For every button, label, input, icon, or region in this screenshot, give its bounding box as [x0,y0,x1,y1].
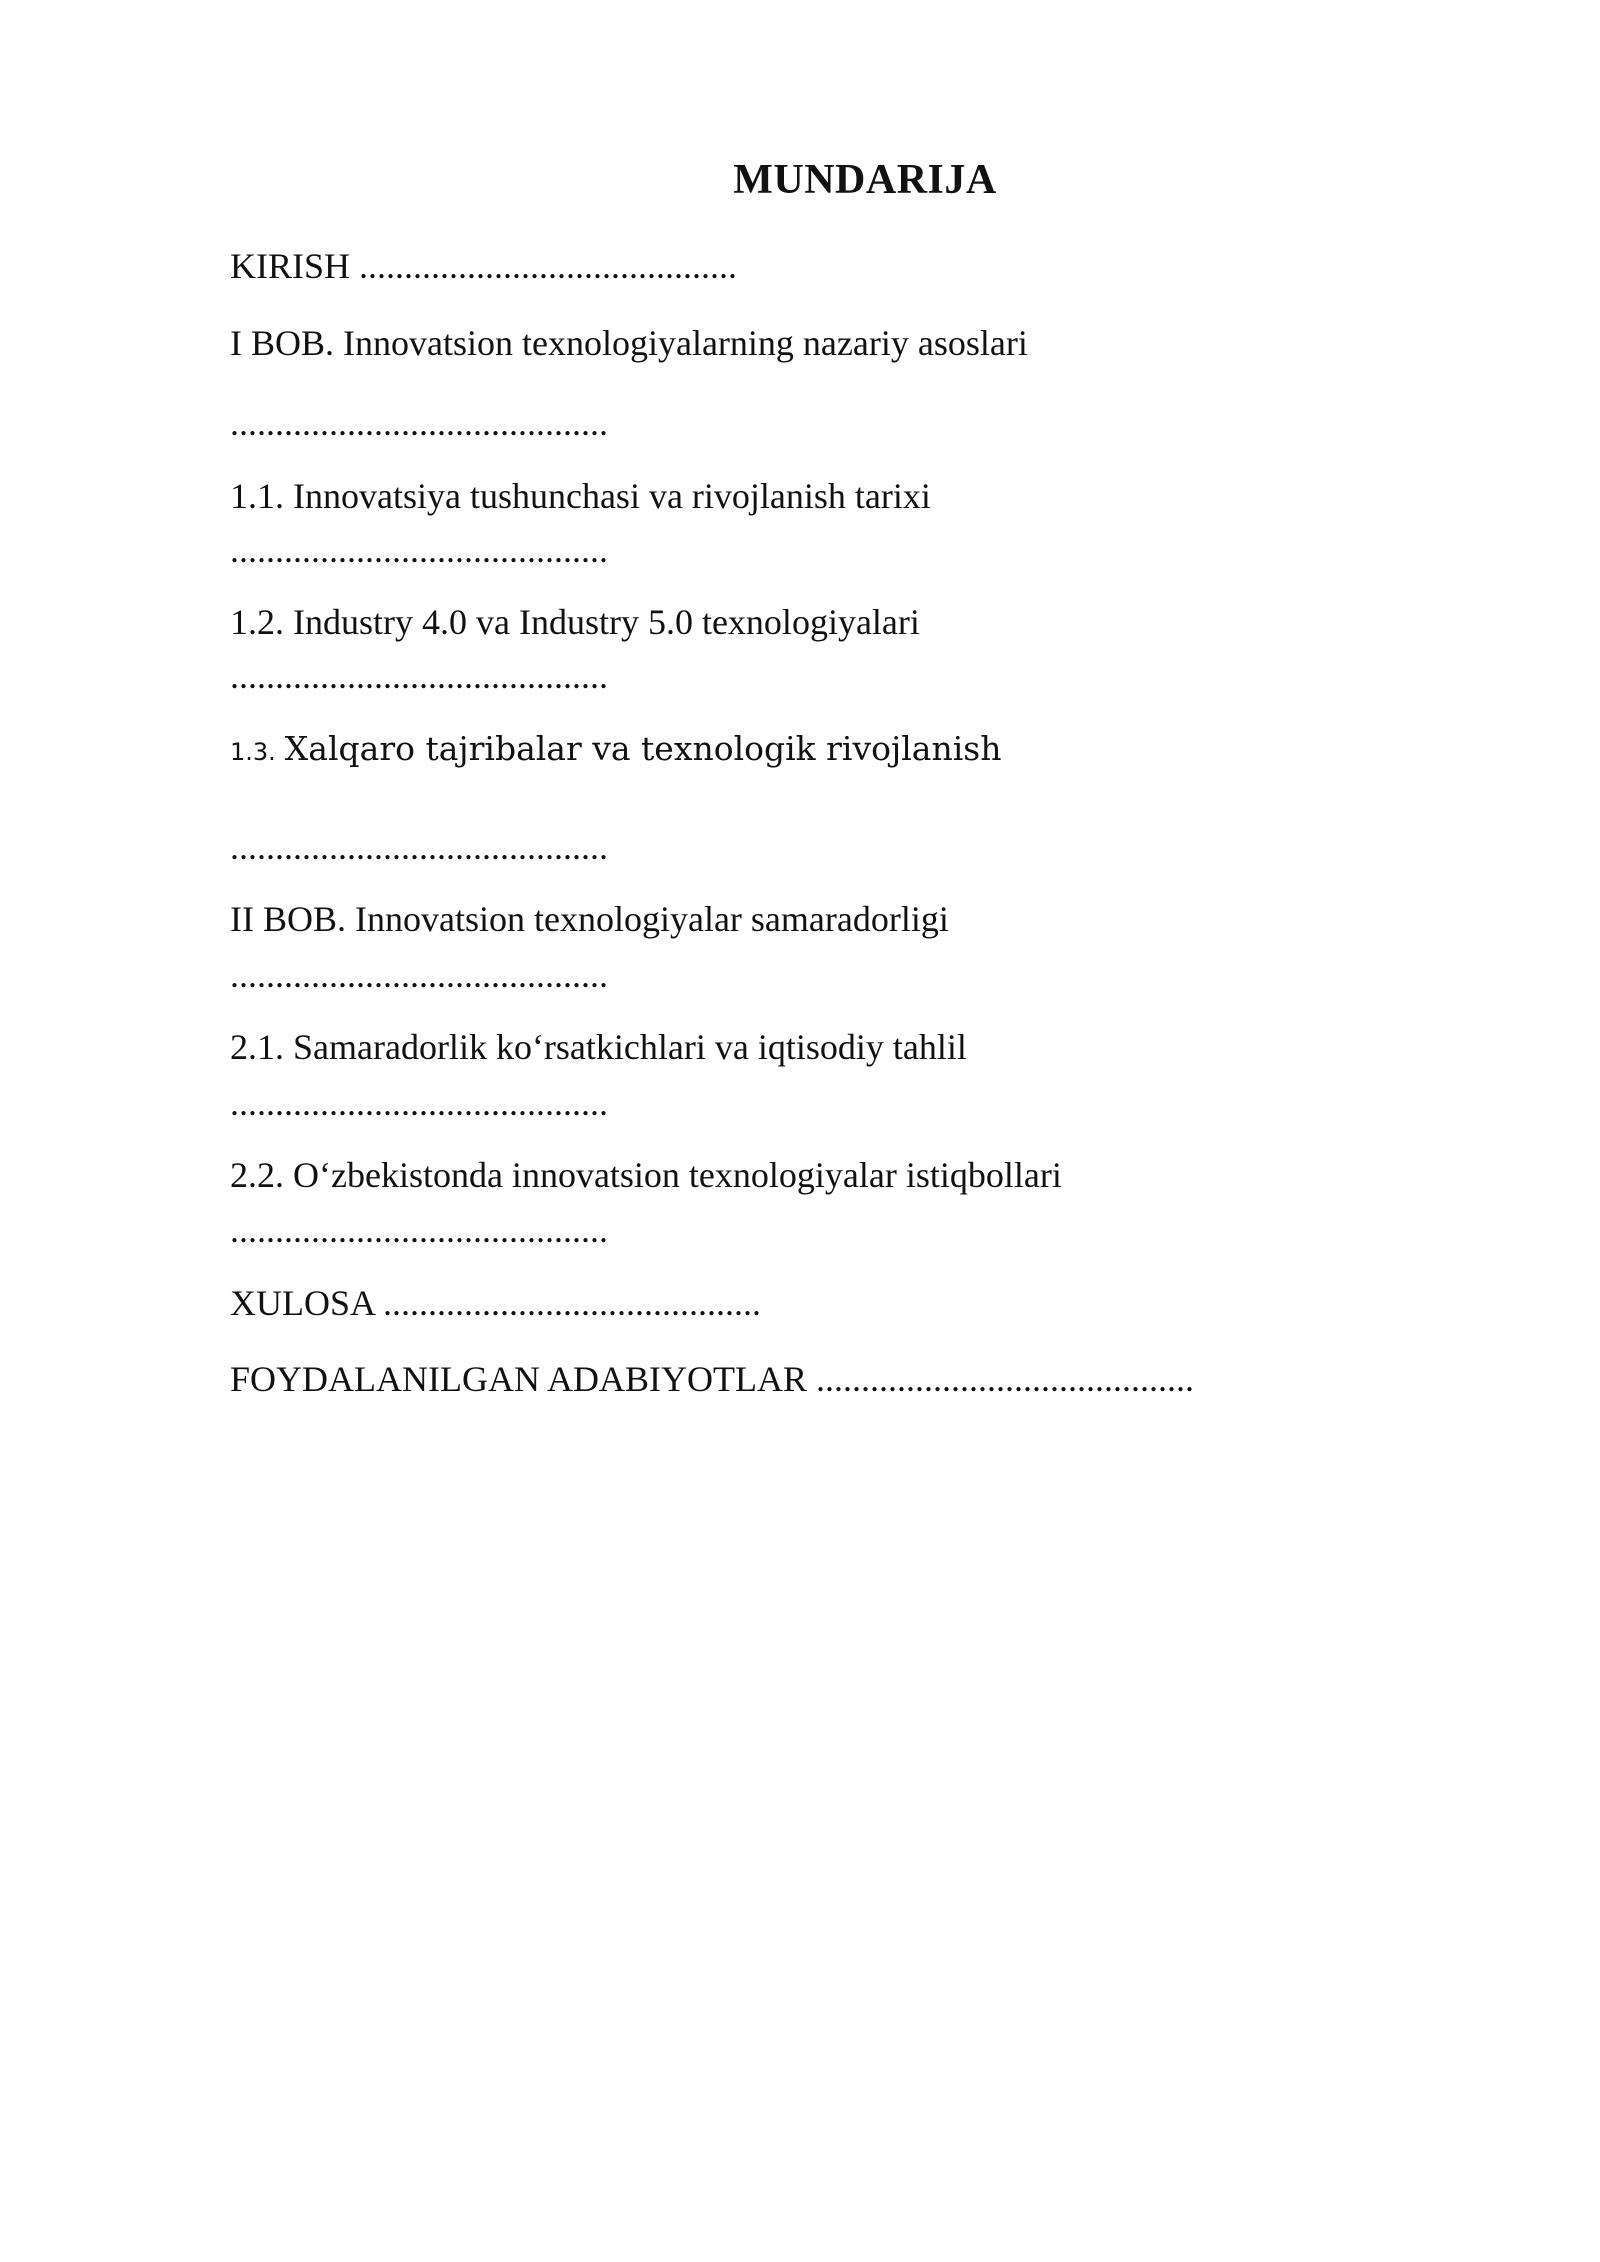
toc-entry-label: FOYDALANILGAN ADABIYOTLAR [230,1359,807,1399]
toc-leader-dots: .......................................... [230,403,608,443]
toc-leader-dots: .......................................... [230,955,608,995]
toc-entry-references[interactable] [230,1356,1194,1402]
toc-entry-label: XULOSA [230,1283,375,1323]
toc-leader-dots: .......................................... [230,1210,608,1250]
toc-leader-dots: .......................................... [230,656,608,696]
page-title: MUNDARIJA [733,157,997,203]
toc-leader-dots: .......................................... [230,1083,608,1123]
toc-entry-label: Xalqaro tajribalar va texnologik rivojlanish [284,729,1002,768]
toc-entry-section-1-3[interactable] [230,725,1001,775]
toc-entry-section-2-2[interactable]: 2.2. O‘zbekistonda innovatsion texnologiyalar istiqbollari [230,1155,1062,1195]
toc-entry-section-1-2[interactable]: 1.2. Industry 4.0 va Industry 5.0 texnologiyalari [230,602,920,642]
toc-leader-dots: .......................................... [230,530,608,570]
toc-leader-dots: .......................................... [383,1283,762,1323]
toc-entry-conclusion[interactable] [230,1280,761,1326]
toc-entry-chapter-1[interactable]: I BOB. Innovatsion texnologiyalarning nazariy asoslari [230,323,1028,363]
toc-section-number: 1.3. [230,738,276,766]
toc-leader-dots: .......................................... [230,827,608,867]
toc-entry-chapter-2[interactable]: II BOB. Innovatsion texnologiyalar samaradorligi [230,899,949,939]
toc-entry-section-1-1[interactable]: 1.1. Innovatsiya tushunchasi va rivojlanish tarixi [230,476,931,516]
toc-entry-section-2-1[interactable]: 2.1. Samaradorlik ko‘rsatkichlari va iqtisodiy tahlil [230,1027,967,1067]
toc-leader-dots: .......................................... [815,1359,1194,1399]
toc-leader-dots: .......................................... [359,246,738,286]
toc-entry-label: KIRISH [230,246,351,286]
toc-entry-intro[interactable] [230,243,737,289]
